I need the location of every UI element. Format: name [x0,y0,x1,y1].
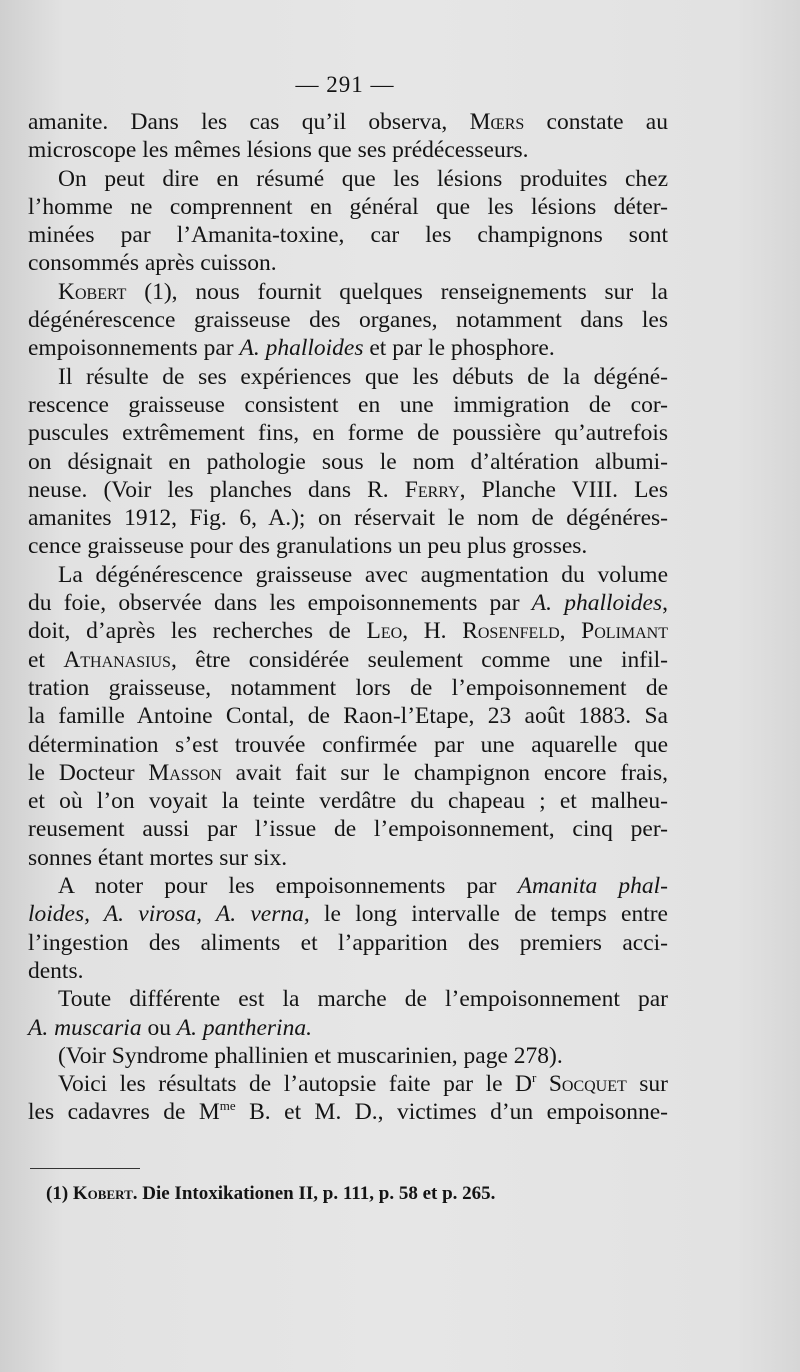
text-run: la famille Antoine Contal, de Raon-l’Etape, 23 août 1883. Sa [28,703,668,730]
text-run: et où l’on voyait la teinte verdâtre du chapeau ; et malheu- [28,788,668,815]
text-run: neuse. (Voir les planches dans R. [28,476,405,503]
text-run: (1) [46,1183,73,1204]
text-line [28,815,668,843]
text-run: ou [141,1014,177,1041]
text-line [28,617,668,645]
text-line [28,136,668,164]
text-run: , [662,590,668,617]
text-line [28,334,668,362]
text-run: consommés après cuisson. [28,250,277,277]
text-line [28,957,668,985]
text-run: doit, d’après les recherches de [28,618,367,645]
text-run: , être considérée seulement comme une infil- [170,646,668,673]
text-line [28,1042,668,1070]
text-run: La dégénérescence graisseuse avec augmentation du volume [58,561,668,588]
text-run: , Planche VIII. Les [459,476,668,503]
text-line [28,872,668,900]
text-line [28,476,668,504]
text-run: amanite. Dans les cas qu’il observa, [28,109,470,135]
footnote [46,1182,606,1206]
text-run: dents. [28,957,84,984]
text-run: microscope les mêmes lésions que ses prédécesseurs. [28,137,529,164]
text-line [28,278,668,306]
text-run: rescence graisseuse consistent en une immigration de cor- [28,391,668,418]
text-run: sur [626,1071,668,1098]
text-line [28,108,668,136]
author-name: Rosenfeld [462,618,560,645]
text-line [28,646,668,674]
text-run: me [219,1098,236,1114]
text-line [28,702,668,730]
text-line [28,900,668,928]
text-run: constate au [524,109,668,135]
species-name: A. phalloides [531,590,663,617]
text-line [28,674,668,702]
species-name: loides, A. virosa, A. verna, [28,901,310,928]
text-line [28,561,668,589]
text-run: l’ingestion des aliments et l’apparition des premiers acci- [28,929,668,956]
text-run: r [532,1070,537,1086]
text-run: reusement aussi par l’issue de l’empoisonnement, cinq per- [28,816,668,843]
author-name: Kobert [58,278,127,305]
author-name: Ferry [404,476,460,503]
text-line [28,532,668,560]
text-line [28,844,668,872]
text-run: avait fait sur le champignon encore frais, [221,759,668,786]
text-run: Voici les résultats de l’autopsie faite par le D [58,1071,532,1098]
text-run [536,1071,548,1097]
author-name: Athanasius [63,646,171,673]
text-run: On peut dire en résumé que les lésions produites chez [58,165,668,192]
author-name: Leo [366,618,403,645]
species-name: A. phalloides [239,335,364,362]
text-run: amanites 1912, Fig. 6, A.); on réservait le nom de dégénéres- [28,505,668,532]
text-run: Toute différente est la marche de l’empoisonnement par [58,986,668,1013]
text-run: Il résulte de ses expériences que les débuts de la dégéné- [58,363,668,390]
text-line [28,1098,668,1126]
text-run: puscules extrêmement fins, en forme de poussière qu’autrefois [28,420,668,447]
author-name: Polimant [581,618,669,645]
text-run: tration graisseuse, notamment lors de l’empoisonnement de [28,674,668,701]
text-run: empoisonnements par [28,335,240,362]
text-run: le Docteur [28,759,149,786]
text-line [28,419,668,447]
text-line [28,985,668,1013]
text-run: et [28,646,64,673]
text-line [28,448,668,476]
text-line [28,1070,668,1098]
text-line [28,929,668,957]
text-line [28,391,668,419]
species-name: A. muscaria [28,1014,142,1041]
text-run: du foie, observée dans les empoisonnements par [28,590,532,617]
text-run: sonnes étant mortes sur six. [28,844,288,871]
text-line [28,221,668,249]
text-line [28,1014,668,1042]
text-line [28,731,668,759]
footnote-rule [30,1168,140,1169]
author-name: Socquet [548,1071,627,1098]
body-text [28,108,668,1127]
text-line [28,589,668,617]
text-line [28,249,668,277]
text-run: on désignait en pathologie sous le nom d’altération albumi- [28,448,668,475]
author-name: Mœrs [469,109,525,135]
text-run: , [559,618,582,645]
text-line [28,193,668,221]
text-line [28,306,668,334]
text-run: le long intervalle de temps entre [309,901,668,928]
page-number: — 291 — [295,72,395,97]
text-run: (Voir Syndrome phallinien et muscarinien, page 278). [58,1042,563,1069]
text-run: , H. [402,618,463,645]
text-line [28,165,668,193]
text-line [28,787,668,815]
text-run: dégénérescence graisseuse des organes, notamment dans les [28,307,668,334]
text-line [28,363,668,391]
author-name: Kobert [72,1183,133,1204]
species-name: Amanita phal- [517,873,668,900]
text-run: et par le phosphore. [363,335,555,362]
text-run: les cadavres de M [28,1099,220,1126]
text-run: . Die Intoxikationen II, p. 111, p. 58 et p. 265. [132,1183,496,1204]
text-run: B. et M. D., victimes d’un empoisonne- [235,1099,668,1126]
text-line [28,759,668,787]
text-line [28,504,668,532]
species-name: A. pantherina. [176,1014,312,1041]
text-run: minées par l’Amanita-toxine, car les champignons sont [28,222,668,249]
author-name: Masson [148,759,222,786]
text-run: (1), nous fournit quelques renseignements sur la [126,278,668,305]
text-run: l’homme ne comprennent en général que les lésions déter- [28,193,668,220]
text-run: détermination s’est trouvée confirmée par une aquarelle que [28,731,668,758]
text-run: A noter pour les empoisonnements par [58,873,518,900]
text-run: cence graisseuse pour des granulations un peu plus grosses. [28,533,588,560]
